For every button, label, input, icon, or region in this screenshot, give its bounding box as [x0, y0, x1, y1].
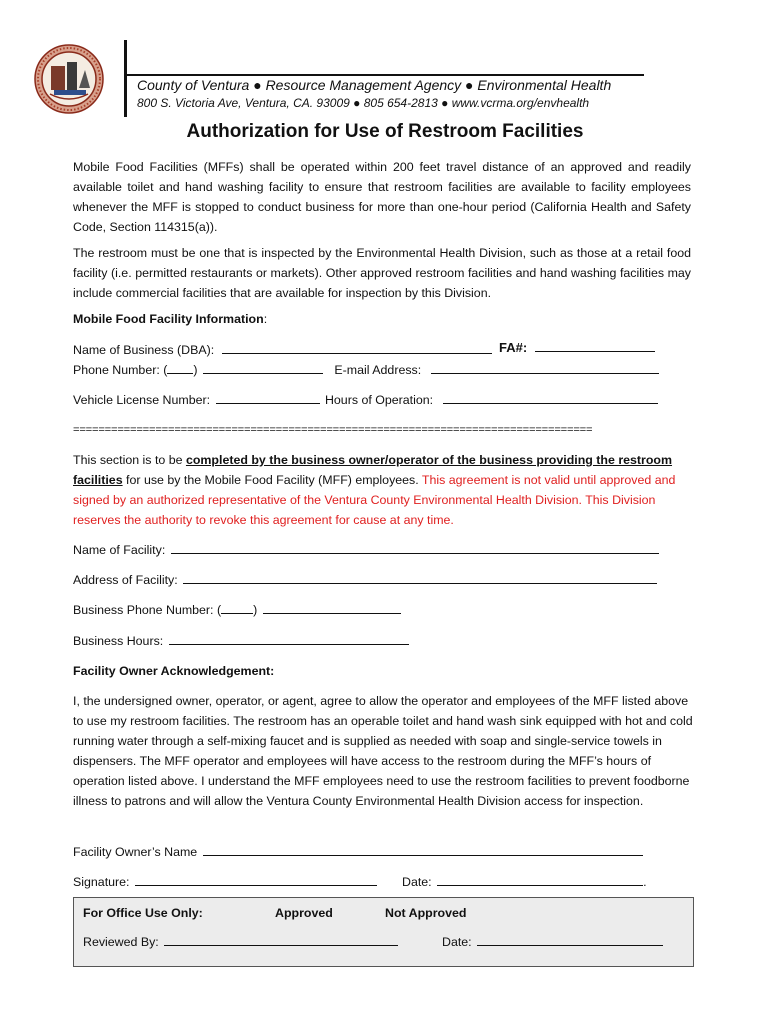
business-name-field[interactable] [222, 341, 492, 354]
vehicle-hours-row [73, 390, 658, 410]
facility-name-label: Name of Facility: [73, 543, 166, 557]
section-separator: ================================================================================== [73, 424, 593, 436]
signature-row [73, 872, 377, 892]
owner-date-label: Date: [402, 875, 432, 889]
section-mid-text: for use by the Mobile Food Facility (MFF) employees. [122, 473, 422, 487]
facility-address-row [73, 570, 657, 590]
office-use-label: For Office Use Only: [83, 906, 203, 920]
acknowledgement-heading: Facility Owner Acknowledgement: [73, 664, 275, 678]
intro-paragraph-2: The restroom must be one that is inspected by the Environmental Health Division, such as those at a retail food facility (i.e. permitted restaurants or markets). Other approved restroom facilities and hand washing facilities may include commercial facilities that are available for inspection by this Division. [73, 246, 691, 300]
mff-section-heading [73, 309, 267, 329]
business-phone-number-field[interactable] [263, 601, 401, 614]
fa-number-label: FA#: [499, 340, 528, 355]
facility-name-field[interactable] [171, 541, 659, 554]
vehicle-license-label: Vehicle License Number: [73, 393, 211, 407]
owner-date-row [402, 872, 647, 892]
business-hours-label: Business Hours: [73, 634, 164, 648]
section-intro-text: This section is to be [73, 453, 186, 467]
agency-address: 800 S. Victoria Ave, Ventura, CA. 93009 ● 805 654-2813 ● www.vcrma.org/envhealth [137, 96, 590, 110]
office-date-label: Date: [442, 935, 472, 949]
phone-paren: ) [193, 363, 198, 377]
vehicle-license-field[interactable] [216, 391, 320, 404]
business-name-label: Name of Business (DBA): [73, 343, 215, 357]
owner-date-field[interactable] [437, 873, 643, 886]
signature-label: Signature: [73, 875, 130, 889]
approved-option[interactable]: Approved [275, 906, 333, 920]
reviewed-by-row [83, 932, 398, 952]
business-hours-field[interactable] [169, 632, 409, 645]
not-approved-option[interactable]: Not Approved [385, 906, 467, 920]
phone-email-row [73, 360, 659, 380]
business-phone-area-field[interactable] [221, 601, 253, 614]
county-seal-icon [34, 44, 104, 114]
reviewed-by-field[interactable] [164, 933, 398, 946]
intro-paragraph-1: Mobile Food Facilities (MFFs) shall be operated within 200 feet travel distance of an approved and readily available toilet and hand washing facility to ensure that restroom facilities are available to facility employees whenever the MFF is stopped to conduct business for more than one-hour period (California Health and Safety Code, Section 114315(a)). [73, 160, 691, 234]
validity-warning-text: This agreement is not valid until approved and signed by an authorized representative of the Ventura County Environmental Health Division. This Division reserves the authority to revoke this agreement for cause at any time. [73, 473, 676, 527]
header-horizontal-rule [127, 74, 644, 76]
phone-number-field[interactable] [203, 361, 323, 374]
facility-address-field[interactable] [183, 571, 657, 584]
business-phone-row [73, 600, 401, 620]
reviewed-by-label: Reviewed By: [83, 935, 159, 949]
email-label: E-mail Address: [334, 363, 422, 377]
business-name-row [73, 340, 492, 360]
owner-date-period: . [643, 875, 647, 889]
agency-name: County of Ventura ● Resource Management Agency ● Environmental Health [137, 77, 612, 93]
email-field[interactable] [431, 361, 659, 374]
mff-heading-colon: : [263, 312, 268, 326]
office-use-box [73, 897, 694, 967]
business-hours-row [73, 631, 409, 651]
phone-area-code-field[interactable] [167, 361, 193, 374]
header-vertical-rule [124, 40, 127, 117]
business-phone-paren: ) [253, 603, 258, 617]
fa-number-row [499, 338, 655, 358]
section-underlined-text: completed by the business owner/operator of the business providing the restroom facilities [73, 453, 673, 487]
form-title: Authorization for Use of Restroom Facilities [186, 121, 584, 142]
owner-name-field[interactable] [203, 843, 643, 856]
phone-label: Phone Number: ( [73, 363, 168, 377]
office-date-field[interactable] [477, 933, 663, 946]
mff-heading-text: Mobile Food Facility Information [73, 312, 264, 326]
restroom-section-instructions [73, 450, 695, 530]
hours-of-operation-label: Hours of Operation: [324, 393, 434, 407]
fa-number-field[interactable] [535, 339, 655, 352]
facility-name-row [73, 540, 659, 560]
owner-name-row [73, 842, 643, 862]
signature-field[interactable] [135, 873, 377, 886]
facility-address-label: Address of Facility: [73, 573, 178, 587]
acknowledgement-text: I, the undersigned owner, operator, or agent, agree to allow the operator and employees of the MFF listed above to use my restroom facilities. The restroom has an operable toilet and hand wash sink equipped with hot and cold running water through a self-mixing faucet and is supplied as needed with soap and single-service towels in dispensers. The MFF operator and employees will have access to the restroom during the MFF’s hours of operation listed above. I understand the MFF employees need to use the restroom facilities to prevent foodborne illness to patrons and will allow the Ventura County Environmental Health Division access for inspection. [73, 694, 693, 808]
business-phone-label: Business Phone Number: ( [73, 603, 222, 617]
owner-name-label: Facility Owner’s Name [73, 845, 198, 859]
office-date-row [442, 932, 663, 952]
hours-of-operation-field[interactable] [443, 391, 658, 404]
